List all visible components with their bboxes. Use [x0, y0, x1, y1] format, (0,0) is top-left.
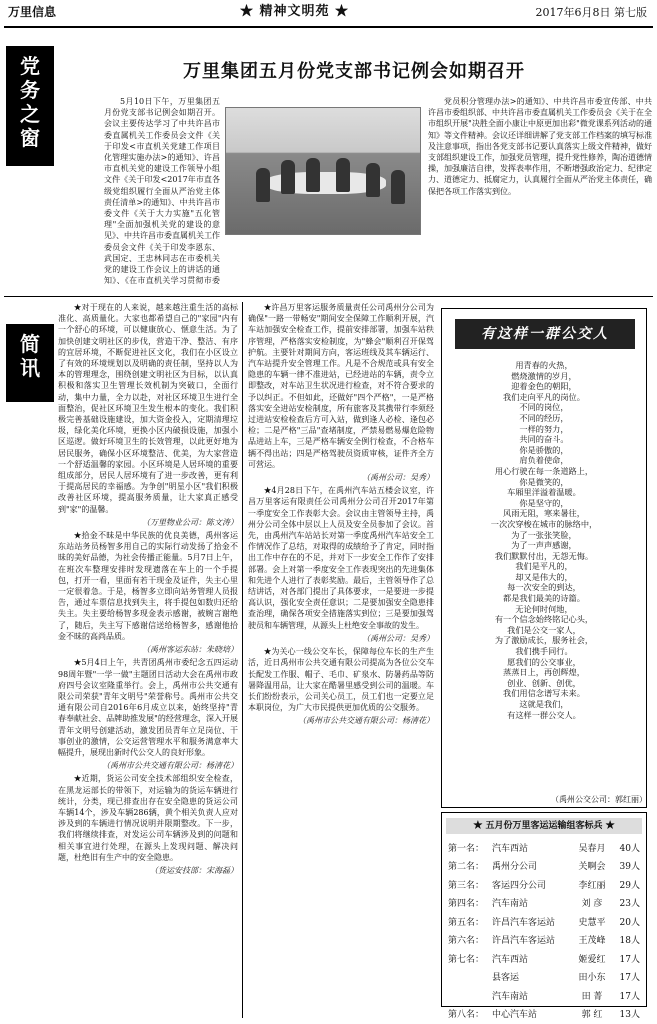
tag-char: 之	[20, 102, 40, 126]
stars-unit: 许昌汽车客运站	[492, 917, 556, 928]
stars-row	[448, 951, 640, 970]
poem-line: 这就是我们，	[519, 699, 569, 709]
brief-source: （货运安技部：宋海磊）	[150, 865, 238, 875]
poem-line: 燃烧激情的岁月，	[511, 370, 577, 381]
brief-source: （禹州公司：吴秀）	[362, 473, 434, 483]
stars-rank: 第七名：	[448, 954, 485, 965]
poem-line: 为了一声声感谢，	[511, 540, 577, 551]
party-affairs-tag	[6, 46, 54, 166]
stars-rank: 第四名：	[448, 899, 485, 910]
tag-char: 简	[20, 332, 40, 356]
brief-source: （万里物业公司：陈文涛）	[142, 517, 238, 527]
poem-line: 肩负着使命，	[519, 455, 569, 466]
stars-table	[448, 840, 640, 1024]
stars-rank	[448, 988, 492, 1007]
stars-score: 39人	[619, 862, 640, 873]
stars-row	[448, 896, 640, 915]
poem-line: 你是坚守的，	[519, 497, 569, 508]
poem-line: 蒸蒸日上，再创辉煌，	[503, 667, 585, 678]
poem-line: 为了一张张笑脸，	[511, 529, 577, 540]
column-divider	[242, 302, 243, 1018]
poem-line: 风雨无阻，寒来暑往，	[503, 508, 585, 519]
stars-row	[448, 1007, 640, 1024]
poem-line: 愿我们的公交事业，	[507, 656, 581, 667]
poem-line: 用青春的火热，	[515, 360, 573, 370]
poem-line: 不同的经历，	[519, 412, 569, 423]
stars-rank: 第二名：	[448, 862, 485, 873]
stars-row	[448, 933, 640, 952]
stars-title: ★ 五月份万里客运运输组客标兵 ★	[446, 818, 642, 834]
stars-name: 姬爱红	[578, 954, 606, 965]
poem-line: 我们是公交一家人，	[507, 624, 581, 635]
article-headline: 万里集团五月份党支部书记例会如期召开	[183, 61, 525, 82]
poem-line: 我们是平凡的，	[515, 561, 573, 572]
stars-name: 吴春月	[578, 843, 606, 854]
brief-source: （禹州客运东站：朱晓培）	[142, 645, 238, 655]
stars-name: 郭 红	[581, 1010, 603, 1021]
article1-col1	[104, 96, 220, 286]
tag-char: 窗	[20, 126, 40, 150]
section-rule	[4, 296, 653, 297]
brief-item: ★拾金不昧是中华民族的优良美德，禹州客运东站站务员杨智多用自己的实际行动发扬了拾金不昧的美好品德，为社会传播正能量。5月7日上午，在班次车整理安排时发现遗落在车上的一个手提包，打开一看，里面有若干现金及证件，失主心里一定很着急。于是，杨智多立即向站务管理人员报告，通过车票信息找到失主，将手提包如数归还给失主。失主要给杨智多现金表示感谢，被婉言谢绝了，随后，失主写下感谢信送给杨智多，感谢他拾金不昧的高尚品质。	[58, 530, 238, 641]
brief-item: ★为关心一线公交车长，保障每位车长的生产生活，近日禹州市公共交通有限公司提高为各位公交车长配发工作服、帽子、毛巾、矿泉水、防暑药品等防暑降温用品，让大家在酷暑里感受到公司的温暖。车长们纷纷表示，公司关心员工，员工们也一定要立足本职岗位，为广大市民提供更加优质的公交服务。	[248, 646, 434, 713]
brief-item: ★许昌万里客运服务质量责任公司禹州分公司为确保"一路一带畅安"期间安全保障工作顺利开展，汽车站加强安全检查工作，提前安排部署，加强车站秩序管理，严格落实安检制度，为"蜂会"顺利召开保驾护航。主要针对期间方向，客运班线及其车辆运行、汽车站提升安全管理工作。凡是不合规范或具有安全隐患的车辆一律不准进站，已经进站的车辆，责令立即整改，对车站卫生状况进行检查，对不符合要求的予以纠正。不但如此，还做好"四个严格"，一是严格落实安全进站安检制度，所有旅客及其携带行李须经过进站安检检查后方可入站，做到逢人必检、逢包必检；二是严格"三品"查堵制度，严禁易燃易爆危险物品进站上车，三是严格车辆安全例行检查，不合格车辆不得出站；四是严格驾驶员资质审核，证件齐全方可营运。	[248, 302, 434, 469]
poem-line: 都是我们最美的诗篇。	[503, 593, 585, 604]
poem-line: 有一个信念始终铭记心头，	[494, 614, 594, 625]
stars-name: 史慧平	[578, 917, 606, 928]
poem-line: 车厢里洋溢着温暖。	[507, 487, 581, 498]
section-title: ★ 精神文明苑 ★	[240, 4, 350, 19]
stars-row	[448, 859, 640, 878]
tag-char: 党	[20, 54, 40, 78]
poem-line: 为了激励成长，服务社会，	[494, 635, 594, 646]
stars-rank: 第一名：	[448, 843, 485, 854]
stars-rank: 第五名：	[448, 917, 485, 928]
poem-line: 无论何时何地，	[515, 603, 573, 614]
stars-name: 田小东	[578, 973, 606, 984]
stars-unit: 汽车南站	[492, 899, 529, 910]
stars-row	[448, 840, 640, 859]
brief-source: （禹州市公共交通有限公司：杨清花）	[102, 761, 238, 771]
poem-line: 我们用信念谱写未来。	[503, 688, 585, 699]
stars-name: 刘 彦	[581, 899, 603, 910]
stars-score: 17人	[619, 954, 640, 965]
poem-line: 共同的奋斗。	[519, 434, 569, 445]
stars-rank	[448, 970, 492, 989]
stars-name: 田 菁	[581, 991, 603, 1002]
poem-source: （禹州公交公司：郭红丽）	[551, 795, 647, 804]
brief-source: （禹州公司：吴秀）	[362, 633, 434, 643]
stars-unit: 汽车南站	[492, 991, 529, 1002]
stars-unit: 禹州分公司	[492, 862, 538, 873]
stars-score: 17人	[619, 991, 640, 1002]
tag-char: 务	[20, 78, 40, 102]
stars-score: 40人	[619, 843, 640, 854]
poem-line: 你是微笑的，	[519, 476, 569, 487]
stars-score: 20人	[619, 917, 640, 928]
stars-score: 13人	[619, 1010, 640, 1021]
brief-item: ★近期，货运公司安全技术部组织安全检查，在黑龙运部长的带领下，对运输为的货运车辆进行统计，分类，现已排查出存在安全隐患的货运公司车辆14个，涉及车辆286辆，黄个相关负责人应对涉及到的车辆进行情况说明并限期整改。下一步，我们将继续排查，对发运公司车辆涉及到的问题和相关事宜进行处理，在源头上发现问题、解决问题，杜绝旧有生产中的安全隐患。	[58, 773, 238, 862]
stars-row	[448, 877, 640, 896]
poem-line: 一样的努力，	[519, 423, 569, 434]
poem-line: 我们携手同行。	[515, 646, 573, 657]
stars-score: 18人	[619, 936, 640, 947]
brief-column-1	[58, 302, 238, 1018]
poem-body	[445, 360, 643, 720]
stars-rank: 第六名：	[448, 936, 485, 947]
meeting-photo	[225, 107, 421, 235]
brief-item: ★对于现在的人来说，越来越注重生活的高标准化、高质量化。大家也都希望自己的"家园"内有一个舒心的环境，可以健康放心、惬意生活。为了加快创建文明社区的步伐，营造干净、整洁、有序的宜居环境，不断促进社区文化，我们在小区设立了有效的环境规划以及明确的责任制，坚持以人为本的管理理念，围绕创建文明社区为目标，以认真积极和落实卫生管理长效机制为突破口，全面行动，集中力量，全力以赴，对社区环境卫生进行全面整治，促社区环境卫生发生根本的变化。我们积极完善基础设施建设，加大资金投入，定期清理垃圾，绿化美化环境，更换小区内破损设施，加强小区巡逻。做好环境卫生的长效管理，以此更好地为居民服务，确保小区环境整洁、优美，为大家营造一个舒适温馨的家园。小区环境是人居环境的重要组成部分，居民人居环境有了进一步改善，更有利于提高居民的幸福感。为争创"明星小区"我们积极改善社区环境，提高服务质量，让大家真正感受到"家"的温馨。	[58, 302, 238, 514]
article1-text-1: 5月10日下午，万里集团五月份党支部书记例会如期召开。会议主要传达学习了中共许昌市委直属机关工作委员会文件《关于印发<市直机关党建工作项目化管理实施办法>的通知》、许昌市直机关党的建设工作领导小组文件《关于印发<2017年市直各级党组织履行全面从严治党主体责任清单>的通知》、中共许昌市委文件《关于大力实施"五化管理"全面加强机关党的建设的意见》、中共许昌市委直属机关工作委员会文件《关于印发李恩东、武国定、王忠林同志在市委机关党的建设工作会议上的讲话的通知》、《在市直机关学习贯彻市委	[104, 97, 220, 286]
stars-score: 23人	[619, 899, 640, 910]
stars-name: 关啊会	[578, 862, 606, 873]
stars-rank: 第三名：	[448, 880, 485, 891]
stars-name: 王茂峰	[578, 936, 606, 947]
poem-line: 我们走向平凡的岗位。	[503, 391, 585, 402]
brief-item: ★5月4日上午，共青团禹州市委纪念五四运动98周年暨"一学一做"主题团日活动大会在禹州市政府四号会议室隆重举行。会上，禹州市公共交通有限公司荣获"青年文明号"荣誉称号。禹州市公共交通有限公司自2016年6月成立以来，始终坚持"青春奉献社会、品牌助推发展"的经营理念，深入开展青年文明号创建活动，激发团员青年立足岗位、干事创业的激情，公交运营管理水平和服务满意率大幅提升，展现出新时代公交人的良好形象。	[58, 657, 238, 757]
poem-line: 不同的岗位，	[519, 402, 569, 413]
stars-score: 29人	[619, 880, 640, 891]
brief-source: （禹州市公共交通有限公司：杨清花）	[298, 716, 434, 726]
poem-line: 一次次穿梭在城市的脉络中，	[490, 518, 598, 529]
stars-unit: 汽车西站	[492, 843, 529, 854]
stars-rank: 第八名：	[448, 1010, 485, 1021]
stars-name: 李红丽	[578, 880, 606, 891]
stars-row	[448, 914, 640, 933]
stars-row	[448, 970, 640, 989]
poem-line: 有这样一群公交人。	[507, 709, 581, 720]
poem-line: 用心行驶在每一条道路上，	[494, 465, 594, 476]
stars-unit: 许昌汽车客运站	[492, 936, 556, 947]
newspaper-name: 万里信息	[8, 5, 57, 19]
poem-title: 有这样一群公交人	[455, 319, 635, 349]
article1-text-2: 党员积分管理办法>的通知》、中共许昌市委宣传部、中共许昌市委组织部、中共许昌市委直属机关工作委员会《关于在全市组织开展"决胜全面小康让中原更加出彩"微党课系列活动的通知》等文件精神。会议还详细讲解了党支部工作档案的填写标准及注意事项，指出各党支部书记要认真落实上级文件精神，做好支部组织建设工作，加强党员管理，提升党性修养，陶冶道德情操，加强廉洁自律，发挥表率作用，不断增强政治定力、纪律定力、道德定力、抵腐定力，认真履行全面从严治党主体责任，确保把各项工作落实到位。	[428, 97, 652, 196]
stars-unit: 汽车西站	[492, 954, 529, 965]
header-rule	[4, 26, 653, 28]
issue-date: 2017年6月8日 第七版	[535, 6, 647, 19]
poem-line: 我们默默付出，无怨无悔。	[494, 550, 594, 561]
stars-row	[448, 988, 640, 1007]
poem-line: 迎着金色的朝阳，	[511, 381, 577, 392]
stars-unit: 客运四分公司	[492, 880, 547, 891]
poem-line: 每一次安全的到达，	[507, 582, 581, 593]
article1-col2	[428, 96, 652, 286]
stars-unit: 中心汽车站	[492, 1010, 538, 1021]
brief-news-tag	[6, 324, 54, 402]
poem-line: 却又是伟大的，	[515, 571, 573, 582]
stars-unit: 县客运	[492, 973, 520, 984]
brief-item: ★4月28日下午，在禹州汽车站五楼会议室，许昌万里客运有限责任公司禹州分公司召开2017年第一季度安全工作表彰大会。会议由主管领导主持，禹州分公司全体中层以上人员及安全员参加了会议。首先，由禹州汽车站站长对第一季度禹州汽车站安全工作情况作了总结，对取得的成绩给予了肯定，同时指出工作中存在的不足，并对下一步安全工作作了安排部署。会上对第一季度安全工作表现突出的先进集体和先进个人进行了表彰奖励。最后，主管领导作了总结讲话，对各部门提出了具体要求，一是要进一步提高认识，强化安全责任意识；二是要加强安全隐患排查治理，确保各项安全措施落实到位；三是要加强驾驶员和车辆管理，从源头上杜绝安全事故的发生。	[248, 485, 434, 630]
stars-score: 17人	[619, 973, 640, 984]
poem-line: 创业、创新、创优，	[507, 677, 581, 688]
brief-column-2	[248, 302, 434, 1018]
poem-line: 你是骄傲的，	[519, 444, 569, 455]
tag-char: 讯	[20, 356, 40, 380]
